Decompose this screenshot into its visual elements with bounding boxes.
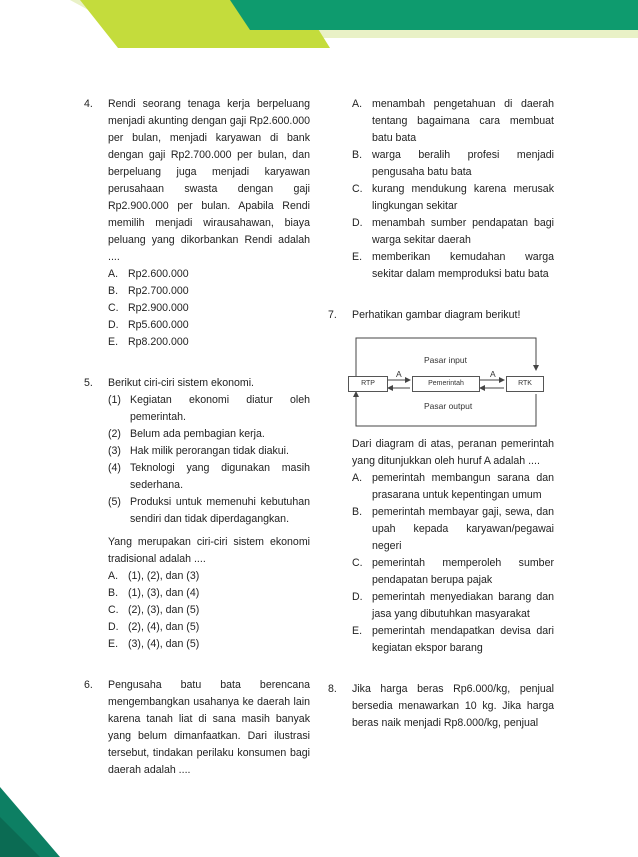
option-c: C. (2), (3), dan (5) (108, 604, 200, 616)
question-number: 4. (84, 98, 93, 110)
list-item: (1) Kegiatan ekonomi diatur oleh pemerintah. (108, 394, 310, 423)
option-e: E. memberikan kemudahan warga sekitar dalam memproduksi batu bata (352, 251, 554, 280)
question-text: Pengusaha batu bata berencana mengembangkan usahanya ke daerah lain karena tanah liat di sana masih banyak yang belum dimanfaatkan. Dari ilustrasi tersebut, tindakan perilaku konsumen bagi daerah adalah .... (108, 679, 310, 776)
question-text: Dari diagram di atas, peranan pemerintah yang ditunjukkan oleh huruf A adalah .... (352, 438, 554, 467)
circular-flow-diagram (346, 330, 546, 430)
question-5 (84, 375, 310, 653)
option-d: D. (2), (4), dan (5) (108, 621, 200, 633)
header-decoration (0, 0, 638, 60)
option-d: D. menambah sumber pendapatan bagi warga sekitar daerah (352, 217, 554, 246)
option-a: A. Rp2.600.000 (108, 268, 189, 280)
option-e: E. pemerintah mendapatkan devisa dari kegiatan ekspor barang (352, 625, 554, 654)
option-a: A. menambah pengetahuan di daerah tentang bagaimana cara membuat batu bata (352, 98, 554, 144)
label-pasar-output: Pasar output (424, 401, 473, 411)
list-item: (4) Teknologi yang digunakan masih sederhana. (108, 462, 310, 491)
footer-decoration (0, 767, 130, 857)
box-rtp: RTP (348, 376, 388, 392)
list-item: (5) Produksi untuk memenuhi kebutuhan sendiri dan tidak diperdagangkan. (108, 496, 310, 525)
option-d: D. Rp5.600.000 (108, 319, 189, 331)
question-number: 5. (84, 377, 93, 389)
question-number: 7. (328, 309, 337, 321)
option-e: E. Rp8.200.000 (108, 336, 189, 348)
option-d: D. pemerintah menyediakan barang dan jasa yang dibutuhkan masyarakat (352, 591, 554, 620)
option-e: E. (3), (4), dan (5) (108, 638, 200, 650)
question-7 (328, 307, 554, 657)
left-column (84, 96, 310, 779)
question-6-options (328, 96, 554, 283)
question-text: Yang merupakan ciri-ciri sistem ekonomi tradisional adalah .... (108, 536, 310, 565)
label-pasar-input: Pasar input (424, 355, 467, 365)
box-rtk: RTK (506, 376, 544, 392)
option-b: B. Rp2.700.000 (108, 285, 189, 297)
question-text: Rendi seorang tenaga kerja berpeluang menjadi akunting dengan gaji Rp2.600.000 per bulan, menjadi karyawan di bank dengan gaji Rp2.700.000 per bulan, dan berpeluang juga menjadi karyawan perusahaan swasta dengan gaji Rp2.900.000 per bulan. Apabila Rendi memilih menjadi wirausahawan, biaya peluang yang dikorbankan Rendi adalah .... (108, 98, 310, 263)
list-item: (2) Belum ada pembagian kerja. (108, 428, 265, 440)
option-c: C. kurang mendukung karena merusak lingkungan sekitar (352, 183, 554, 212)
question-4 (84, 96, 310, 351)
question-text: Jika harga beras Rp6.000/kg, penjual bersedia menawarkan 10 kg. Jika harga beras naik menjadi Rp8.000/kg, penjual (352, 683, 554, 729)
box-pemerintah: Pemerintah (412, 376, 480, 392)
option-a: A. (1), (2), dan (3) (108, 570, 200, 582)
option-b: B. (1), (3), dan (4) (108, 587, 200, 599)
question-number: 6. (84, 679, 93, 691)
option-b: B. warga beralih profesi menjadi pengusaha batu bata (352, 149, 554, 178)
right-column (328, 96, 554, 732)
option-b: B. pemerintah membayar gaji, sewa, dan upah kepada karyawan/pegawai negeri (352, 506, 554, 552)
label-a-right: A (490, 369, 496, 379)
question-intro: Berikut ciri-ciri sistem ekonomi. (108, 377, 254, 389)
option-a: A. pemerintah membangun sarana dan prasarana untuk kepentingan umum (352, 472, 554, 501)
option-c: C. Rp2.900.000 (108, 302, 189, 314)
list-item: (3) Hak milik perorangan tidak diakui. (108, 445, 289, 457)
option-c: C. pemerintah memperoleh sumber pendapatan berupa pajak (352, 557, 554, 586)
label-a-left: A (396, 369, 402, 379)
question-8 (328, 681, 554, 732)
question-6 (84, 677, 310, 779)
question-text: Perhatikan gambar diagram berikut! (352, 309, 521, 321)
question-number: 8. (328, 683, 337, 695)
